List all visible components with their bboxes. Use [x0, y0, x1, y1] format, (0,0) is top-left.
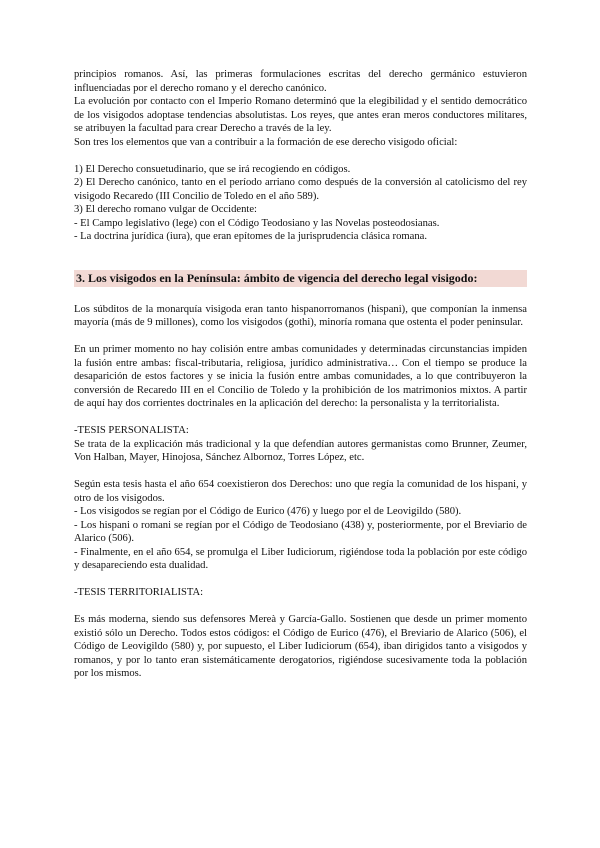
section-paragraph-1: Los súbditos de la monarquía visigoda eran tanto hispanorromanos (hispani), que componían la inmensa mayoría (más de 9 millones), como los visigodos (gothi), minoría romana que ostenta el poder peninsular.	[74, 303, 527, 328]
list-item: 3) El derecho romano vulgar de Occidente:	[74, 204, 257, 215]
list-item: 1) El Derecho consuetudinario, que se irá recogiendo en códigos.	[74, 163, 351, 175]
personalista-paragraph-2: Según esta tesis hasta el año 654 coexistieron dos Derechos: uno que regía la comunidad de los hispani, y otro de los visigodos.	[74, 479, 527, 504]
intro-paragraph-3: Son tres los elementos que van a contribuir a la formación de ese derecho visigodo oficial:	[74, 136, 458, 148]
list-item: - La doctrina jurídica (iura), que eran epítomes de la jurisprudencia clásica romana.	[74, 231, 427, 242]
list-item: - Los hispani o romani se regían por el Código de Teodosiano (438) y, posteriormente, por el Breviario de Alarico (506).	[74, 519, 527, 544]
document-page	[74, 68, 527, 681]
section-paragraph-2: En un primer momento no hay colisión entre ambas comunidades y determinadas circunstancias impiden la fusión entre ambas: fiscal-tributaria, religiosa, jurídico administrativa… Con el tiempo se produce la desaparición de estos factores y se inicia la fusión entre ambas comunidades, a lo que contribuyeron la conversión de Recaredo III en el Concilio de Toledo y la prohibición de los matrimonios mixtos. A partir de aquí hay dos corrientes doctrinales en la aplicación del derecho: la personalista y la territorialista.	[74, 344, 527, 409]
intro-paragraph-2: La evolución por contacto con el Imperio Romano determinó que la elegibilidad y el sentido democrático de los visigodos adoptase tendencias absolutistas. Los reyes, que antes eran meros conductores militares, se atribuyen la facultad para crear Derecho a través de la ley.	[74, 96, 527, 134]
territorialista-paragraph-1: Es más moderna, siendo sus defensores Mereà y García-Gallo. Sostienen que desde un primer momento existió sólo un Derecho. Todos estos códigos: el Código de Eurico (476), el Breviario de Alarico (506), el Código de Leovigildo (580) y, por supuesto, el Liber Iudiciorum (654), iban dirigidos tanto a visigodos y romanos, y por lo tanto eran sistemáticamente derogatorios, rigiéndose sucesivamente toda la población por los mismos.	[74, 614, 527, 679]
intro-paragraph-1: principios romanos. Así, las primeras formulaciones escritas del derecho germánico estuvieron influenciadas por el derecho romano y el derecho canónico.	[74, 69, 527, 94]
personalista-title: -TESIS PERSONALISTA:	[74, 425, 189, 436]
personalista-paragraph-1: Se trata de la explicación más tradicional y la que defendían autores germanistas como Brunner, Zeumer, Von Halban, Mayer, Hinojosa, Sánchez Albornoz, Torres López, etc.	[74, 438, 527, 463]
list-item: 2) El Derecho canónico, tanto en el período arriano como después de la conversión al catolicismo del rey visigodo Recaredo (III Concilio de Toledo en el año 589).	[74, 177, 527, 202]
list-item: - Finalmente, en el año 654, se promulga el Liber Iudiciorum, rigiéndose toda la población por este código y desapareciendo esta dualidad.	[74, 546, 527, 571]
list-item: - Los visigodos se regían por el Código de Eurico (476) y luego por el de Leovigildo (580).	[74, 506, 462, 517]
section-heading: 3. Los visigodos en la Península: ámbito de vigencia del derecho legal visigodo:	[74, 270, 527, 287]
list-item: - El Campo legislativo (lege) con el Código Teodosiano y las Novelas posteodosianas.	[74, 217, 440, 229]
territorialista-title: -TESIS TERRITORIALISTA:	[74, 587, 204, 598]
